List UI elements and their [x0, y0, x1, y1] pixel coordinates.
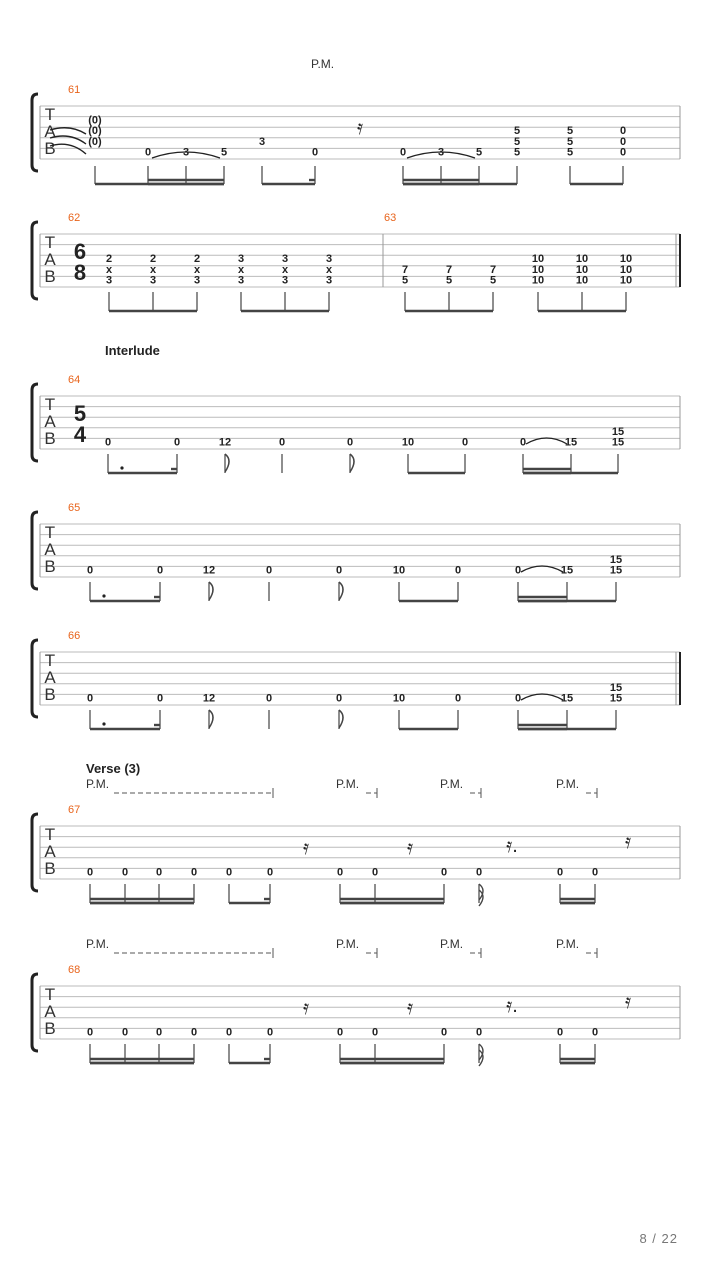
fret-number: 10 [531, 274, 545, 287]
dot [102, 722, 105, 725]
tab-clef-letter: A [44, 412, 56, 431]
fret-number: 0 [156, 564, 164, 577]
fret-number: 5 [475, 146, 483, 159]
tab-clef-letter: T [44, 523, 56, 542]
fret-number: 10 [531, 253, 545, 266]
fret-number: 3 [105, 274, 113, 287]
time-signature-bottom: 8 [73, 260, 87, 285]
fret-number: 0 [371, 1026, 379, 1039]
fret-number: 0 [440, 866, 448, 879]
sixteenth-rest: 𝄿 [406, 837, 414, 859]
fret-number: 10 [575, 253, 589, 266]
measure-number: 64 [68, 374, 81, 386]
fret-number: 7 [489, 263, 497, 276]
fret-number: 5 [513, 146, 521, 159]
tab-clef-letter: A [44, 668, 56, 687]
measure-number: 67 [68, 804, 81, 816]
fret-number: 5 [566, 125, 574, 138]
system-bracket [32, 512, 38, 589]
fret-number: 0 [173, 436, 181, 449]
fret-number: 0 [619, 125, 627, 138]
fret-number: 10 [619, 274, 633, 287]
fret-number: 3 [193, 274, 201, 287]
fret-number: 0 [461, 436, 469, 449]
fret-number: 15 [611, 425, 625, 438]
tab-clef-letter: B [44, 685, 56, 704]
fret-number: 10 [392, 692, 406, 705]
fret-number: 0 [311, 146, 319, 159]
fret-number: 0 [278, 436, 286, 449]
fret-number: 15 [609, 564, 623, 577]
fret-number: 10 [531, 263, 545, 276]
fret-number: 0 [156, 692, 164, 705]
fret-number: 0 [265, 564, 273, 577]
fret-number: 15 [564, 436, 578, 449]
fret-number: 0 [266, 1026, 274, 1039]
tab-clef-letter: T [44, 825, 56, 844]
tab-clef-letter: T [44, 395, 56, 414]
system-bracket [32, 384, 38, 461]
fret-number: 0 [265, 692, 273, 705]
sixteenth-rest: 𝄿 [624, 831, 632, 853]
fret-number: 0 [190, 866, 198, 879]
tab-clef-letter: T [44, 233, 56, 252]
fret-number: 3 [182, 146, 190, 159]
tab-clef-letter: A [44, 842, 56, 861]
fret-number: 0 [519, 436, 527, 449]
fret-number: 0 [514, 692, 522, 705]
fret-number: 0 [86, 866, 94, 879]
measure-number: 62 [68, 212, 81, 224]
fret-number: 15 [609, 681, 623, 694]
time-signature-bottom: 4 [73, 422, 87, 447]
fret-number: 5 [445, 274, 453, 287]
tab-clef-letter: A [44, 122, 56, 141]
fret-number: 3 [149, 274, 157, 287]
fret-number: 0 [336, 866, 344, 879]
fret-number: 0 [155, 866, 163, 879]
fret-number: 12 [202, 564, 216, 577]
system-bracket [32, 814, 38, 891]
fret-number: 0 [86, 692, 94, 705]
fret-number: 0 [514, 564, 522, 577]
fret-number: 15 [560, 692, 574, 705]
fret-number: 0 [346, 436, 354, 449]
section-title-interlude: Interlude [105, 343, 160, 358]
fret-number: x [281, 263, 289, 276]
sixteenth-rest: 𝄿. [506, 835, 518, 857]
measure-number: 61 [68, 84, 81, 96]
fret-number: x [237, 263, 245, 276]
fret-number: 10 [619, 253, 633, 266]
fret-number: 0 [619, 135, 627, 148]
fret-number: 0 [335, 564, 343, 577]
palm-mute-label: P.M. [336, 937, 360, 951]
fret-number: (0) [88, 125, 102, 138]
fret-number: x [325, 263, 333, 276]
fret-number: 0 [454, 692, 462, 705]
dot [102, 594, 105, 597]
note-flag [209, 710, 213, 728]
fret-number: 0 [86, 564, 94, 577]
fret-number: 5 [489, 274, 497, 287]
fret-number: 3 [281, 253, 289, 266]
fret-number: (0) [88, 114, 102, 127]
sixteenth-rest: 𝄿 [624, 991, 632, 1013]
tab-clef-letter: T [44, 985, 56, 1004]
fret-number: 5 [566, 135, 574, 148]
palm-mute-label: P.M. [440, 937, 464, 951]
system-bracket [32, 640, 38, 717]
fret-number: 7 [401, 263, 409, 276]
fret-number: 0 [335, 692, 343, 705]
palm-mute-label: P.M. [556, 937, 580, 951]
fret-number: 0 [86, 1026, 94, 1039]
fret-number: 0 [225, 866, 233, 879]
fret-number: 10 [392, 564, 406, 577]
fret-number: 0 [121, 1026, 129, 1039]
fret-number: 3 [325, 253, 333, 266]
fret-number: 2 [193, 253, 201, 266]
fret-number: 3 [258, 135, 266, 148]
palm-mute-label: P.M. [556, 777, 580, 791]
fret-number: 0 [121, 866, 129, 879]
palm-mute-label: P.M. [86, 777, 110, 791]
fret-number: 10 [619, 263, 633, 276]
sixteenth-rest: 𝄿 [406, 997, 414, 1019]
fret-number: 0 [619, 146, 627, 159]
fret-number: 7 [445, 263, 453, 276]
fret-number: x [105, 263, 113, 276]
time-signature-top: 6 [73, 239, 87, 264]
system-bracket [32, 974, 38, 1051]
fret-number: (0) [88, 135, 102, 148]
tab-clef-letter: B [44, 1019, 56, 1038]
tab-clef-letter: A [44, 250, 56, 269]
tab-clef-letter: A [44, 1002, 56, 1021]
fret-number: 0 [336, 1026, 344, 1039]
fret-number: 12 [218, 436, 232, 449]
fret-number: 5 [566, 146, 574, 159]
fret-number: 0 [266, 866, 274, 879]
tab-clef-letter: T [44, 105, 56, 124]
fret-number: 5 [220, 146, 228, 159]
palm-mute-label: P.M. [336, 777, 360, 791]
fret-number: x [193, 263, 201, 276]
dot [120, 466, 123, 469]
measure-number: 65 [68, 502, 81, 514]
sixteenth-rest: 𝄿 [302, 837, 310, 859]
fret-number: 10 [401, 436, 415, 449]
fret-number: 10 [575, 274, 589, 287]
measure-number: 66 [68, 630, 81, 642]
note-flag [225, 454, 229, 472]
fret-number: 3 [437, 146, 445, 159]
fret-number: 0 [454, 564, 462, 577]
fret-number: 0 [399, 146, 407, 159]
fret-number: 3 [237, 274, 245, 287]
note-flag [209, 582, 213, 600]
section-title-verse: Verse (3) [86, 761, 141, 776]
fret-number: 5 [513, 135, 521, 148]
sixteenth-rest: 𝄿 [302, 997, 310, 1019]
sixteenth-rest: 𝄿. [506, 995, 518, 1017]
fret-number: 12 [202, 692, 216, 705]
fret-number: 0 [144, 146, 152, 159]
fret-number: 5 [513, 125, 521, 138]
tab-clef-letter: B [44, 557, 56, 576]
fret-number: 2 [149, 253, 157, 266]
fret-number: 0 [556, 1026, 564, 1039]
fret-number: 10 [575, 263, 589, 276]
tab-clef-letter: B [44, 429, 56, 448]
fret-number: 15 [609, 692, 623, 705]
tab-clef-letter: B [44, 139, 56, 158]
fret-number: 0 [440, 1026, 448, 1039]
fret-number: 0 [190, 1026, 198, 1039]
fret-number: 3 [325, 274, 333, 287]
fret-number: 0 [475, 1026, 483, 1039]
tab-clef-letter: A [44, 540, 56, 559]
fret-number: 0 [104, 436, 112, 449]
palm-mute-label: P.M. [311, 57, 335, 71]
tab-clef-letter: B [44, 859, 56, 878]
measure-number: 68 [68, 964, 81, 976]
fret-number: 15 [560, 564, 574, 577]
fret-number: 0 [225, 1026, 233, 1039]
tab-clef-letter: T [44, 651, 56, 670]
fret-number: 15 [611, 436, 625, 449]
system-bracket [32, 222, 38, 299]
palm-mute-label: P.M. [440, 777, 464, 791]
fret-number: 0 [591, 866, 599, 879]
fret-number: 2 [105, 253, 113, 266]
fret-number: 5 [401, 274, 409, 287]
sixteenth-rest: 𝄿 [356, 117, 364, 139]
fret-number: 0 [475, 866, 483, 879]
time-signature-top: 5 [73, 401, 87, 426]
fret-number: 15 [609, 553, 623, 566]
fret-number: 0 [155, 1026, 163, 1039]
fret-number: 0 [556, 866, 564, 879]
measure-number: 63 [384, 212, 397, 224]
fret-number: 3 [281, 274, 289, 287]
fret-number: x [149, 263, 157, 276]
fret-number: 3 [237, 253, 245, 266]
palm-mute-label: P.M. [86, 937, 110, 951]
system-bracket [32, 94, 38, 171]
tab-clef-letter: B [44, 267, 56, 286]
fret-number: 0 [371, 866, 379, 879]
fret-number: 0 [591, 1026, 599, 1039]
page-number: 8 / 22 [639, 1231, 678, 1246]
